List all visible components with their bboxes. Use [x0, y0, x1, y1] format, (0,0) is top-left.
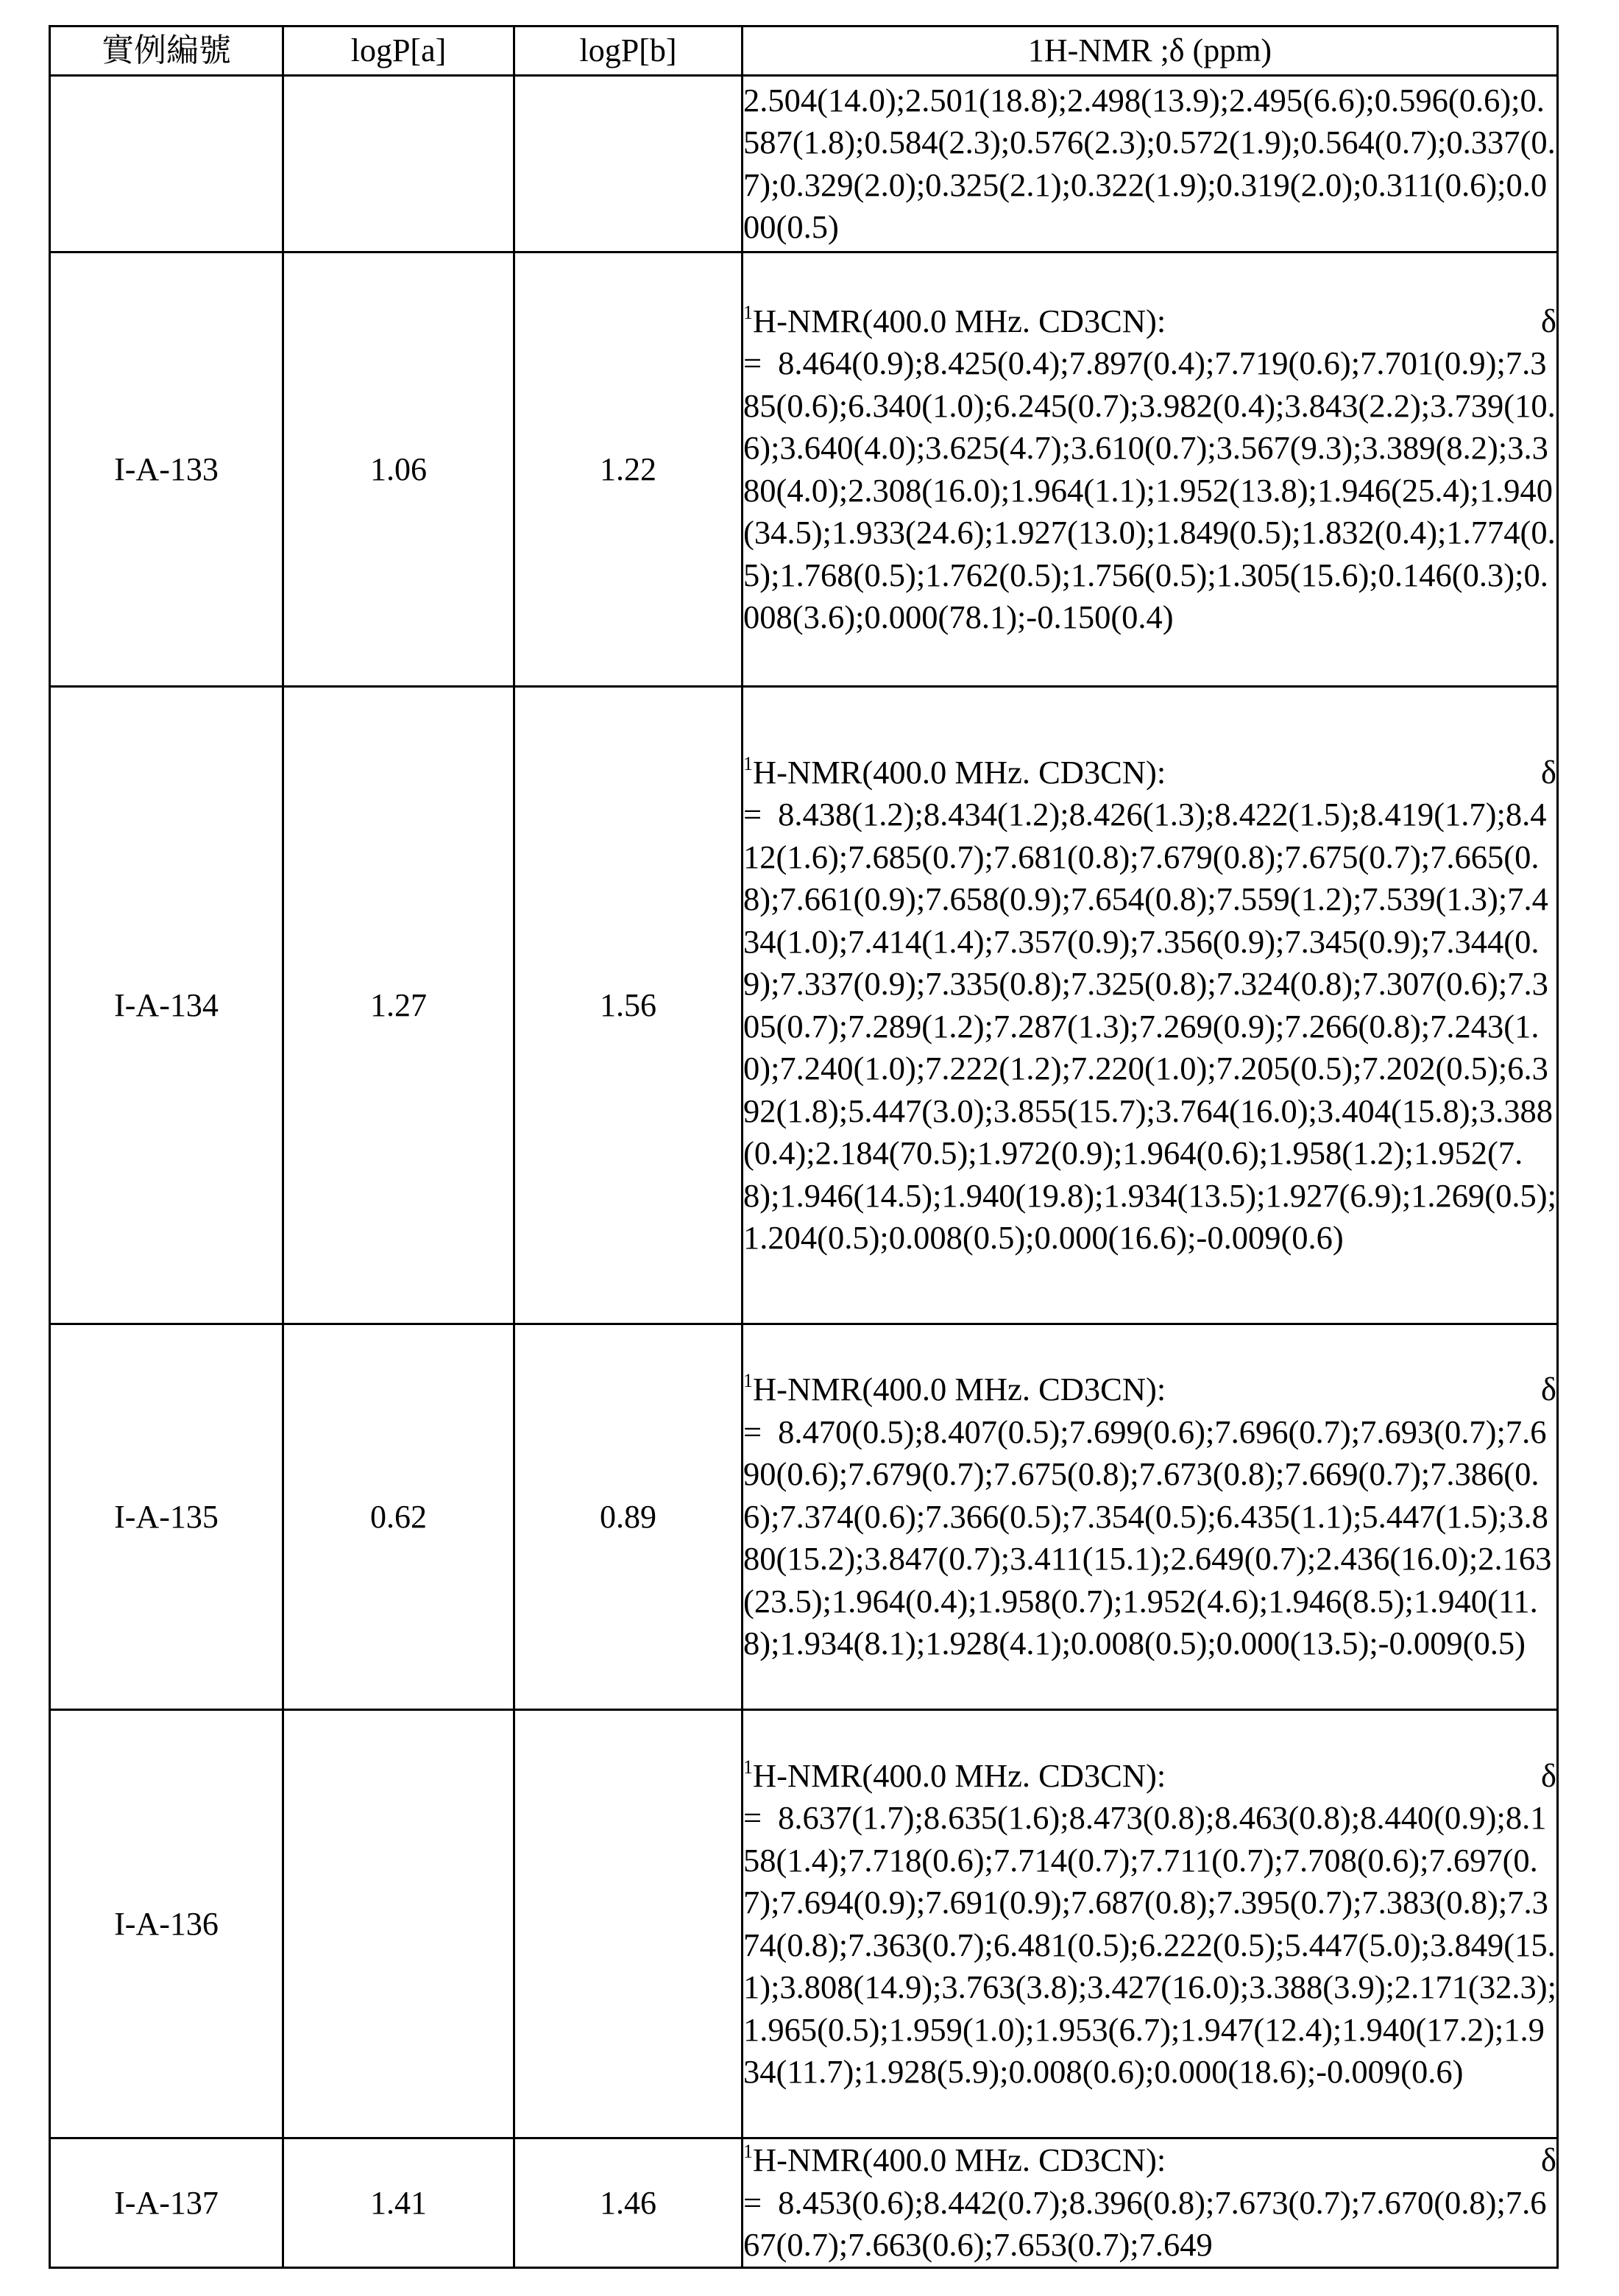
table-row: [50, 2138, 1558, 2268]
example-no-cell: I-A-137: [50, 2138, 283, 2268]
table-row: [50, 1710, 1558, 2138]
header-example-no: 實例編號: [50, 27, 283, 76]
nmr-header-line: [743, 300, 1556, 343]
delta-symbol: δ: [1541, 1756, 1556, 1794]
logp-a-cell: 1.27: [283, 687, 514, 1324]
table-row: [50, 1324, 1558, 1710]
table-row-continuation: [50, 76, 1558, 252]
equals-sign: =: [743, 796, 762, 833]
nmr-cell: [743, 2138, 1558, 2268]
superscript-one: 1: [743, 2141, 753, 2163]
equals-sign: =: [743, 2183, 762, 2221]
superscript-one: 1: [743, 1756, 753, 1778]
nmr-method-label: H-NMR(400.0 MHz. CD3CN):: [753, 302, 1166, 339]
example-no-cell: I-A-136: [50, 1710, 283, 2138]
superscript-one: 1: [743, 301, 753, 323]
logp-a-cell: 1.41: [283, 2138, 514, 2268]
equals-sign: =: [743, 1799, 762, 1836]
nmr-data-table: [49, 25, 1559, 2269]
logp-a-cell: [283, 76, 514, 252]
example-no-cell: I-A-133: [50, 252, 283, 687]
equals-sign: =: [743, 345, 762, 381]
delta-symbol: δ: [1541, 302, 1556, 339]
table-row: [50, 252, 1558, 687]
nmr-shifts: 8.464(0.9);8.425(0.4);7.897(0.4);7.719(0.6);7.701(0.9);7.385(0.6);6.340(1.0);6.245(0.7);3.982(0.4);3.843(2.2);3.739(10.6);3.640(4.0);3.625(4.7);3.610(0.7);3.567(9.3);3.389(8.2);3.380(4.0);2.308(16.0);1.964(1.1);1.952(13.8);1.946(25.4);1.940(34.5);1.933(24.6);1.927(13.0);1.849(0.5);1.832(0.4);1.774(0.5);1.768(0.5);1.762(0.5);1.756(0.5);1.305(15.6);0.146(0.3);0.008(3.6);0.000(78.1);-0.150(0.4): [743, 345, 1556, 635]
example-no-cell: I-A-134: [50, 687, 283, 1324]
nmr-shifts: 8.470(0.5);8.407(0.5);7.699(0.6);7.696(0.7);7.693(0.7);7.690(0.6);7.679(0.7);7.675(0.8);7.673(0.8);7.669(0.7);7.386(0.6);7.374(0.6);7.366(0.5);7.354(0.5);6.435(1.1);5.447(1.5);3.880(15.2);3.847(0.7);3.411(15.1);2.649(0.7);2.436(16.0);2.163(23.5);1.964(0.4);1.958(0.7);1.952(4.6);1.946(8.5);1.940(11.8);1.934(8.1);1.928(4.1);0.008(0.5);0.000(13.5);-0.009(0.5): [743, 1413, 1552, 1662]
nmr-header-line: [743, 2139, 1556, 2182]
delta-symbol: δ: [1541, 2141, 1556, 2179]
logp-b-cell: 1.56: [514, 687, 743, 1324]
logp-b-cell: 1.22: [514, 252, 743, 687]
header-logp-b: logP[b]: [514, 27, 743, 76]
nmr-header-line: [743, 1368, 1556, 1411]
logp-a-cell: [283, 1710, 514, 2138]
nmr-cell: [743, 1710, 1558, 2138]
logp-a-cell: 0.62: [283, 1324, 514, 1710]
superscript-one: 1: [743, 752, 753, 774]
logp-b-cell: 1.46: [514, 2138, 743, 2268]
nmr-shifts: 8.453(0.6);8.442(0.7);8.396(0.8);7.673(0.7);7.670(0.8);7.667(0.7);7.663(0.6);7.653(0.7);7.649: [743, 2183, 1547, 2264]
nmr-method-label: H-NMR(400.0 MHz. CD3CN):: [753, 753, 1166, 791]
nmr-method-label: H-NMR(400.0 MHz. CD3CN):: [753, 1371, 1166, 1408]
nmr-shifts: 8.637(1.7);8.635(1.6);8.473(0.8);8.463(0.8);8.440(0.9);8.158(1.4);7.718(0.6);7.714(0.7);7.711(0.7);7.708(0.6);7.697(0.7);7.694(0.9);7.691(0.9);7.687(0.8);7.395(0.7);7.383(0.8);7.374(0.8);7.363(0.7);6.481(0.5);6.222(0.5);5.447(5.0);3.849(15.1);3.808(14.9);3.763(3.8);3.427(16.0);3.388(3.9);2.171(32.3);1.965(0.5);1.959(1.0);1.953(6.7);1.947(12.4);1.940(17.2);1.934(11.7);1.928(5.9);0.008(0.6);0.000(18.6);-0.009(0.6): [743, 1799, 1556, 2090]
nmr-method-label: H-NMR(400.0 MHz. CD3CN):: [753, 1756, 1166, 1794]
nmr-shifts: 2.504(14.0);2.501(18.8);2.498(13.9);2.495(6.6);0.596(0.6);0.587(1.8);0.584(2.3);0.576(2.3);0.572(1.9);0.564(0.7);0.337(0.7);0.329(2.0);0.325(2.1);0.322(1.9);0.319(2.0);0.311(0.6);0.000(0.5): [743, 81, 1556, 245]
equals-sign: =: [743, 1413, 762, 1450]
table-row: [50, 687, 1558, 1324]
nmr-header-line: [743, 1755, 1556, 1798]
nmr-method-label: H-NMR(400.0 MHz. CD3CN):: [753, 2141, 1166, 2179]
logp-b-cell: [514, 76, 743, 252]
header-row: [50, 27, 1558, 76]
example-no-cell: I-A-135: [50, 1324, 283, 1710]
logp-b-cell: 0.89: [514, 1324, 743, 1710]
header-nmr: 1H-NMR ;δ (ppm): [743, 27, 1558, 76]
example-no-cell: [50, 76, 283, 252]
delta-symbol: δ: [1541, 753, 1556, 791]
logp-b-cell: [514, 1710, 743, 2138]
nmr-header-line: [743, 752, 1556, 794]
nmr-cell: [743, 687, 1558, 1324]
nmr-cell: [743, 1324, 1558, 1710]
nmr-cell: [743, 252, 1558, 687]
delta-symbol: δ: [1541, 1371, 1556, 1408]
nmr-cell: [743, 76, 1558, 252]
superscript-one: 1: [743, 1370, 753, 1392]
logp-a-cell: 1.06: [283, 252, 514, 687]
header-logp-a: logP[a]: [283, 27, 514, 76]
nmr-shifts: 8.438(1.2);8.434(1.2);8.426(1.3);8.422(1.5);8.419(1.7);8.412(1.6);7.685(0.7);7.681(0.8);7.679(0.8);7.675(0.7);7.665(0.8);7.661(0.9);7.658(0.9);7.654(0.8);7.559(1.2);7.539(1.3);7.434(1.0);7.414(1.4);7.357(0.9);7.356(0.9);7.345(0.9);7.344(0.9);7.337(0.9);7.335(0.8);7.325(0.8);7.324(0.8);7.307(0.6);7.305(0.7);7.289(1.2);7.287(1.3);7.269(0.9);7.266(0.8);7.243(1.0);7.240(1.0);7.222(1.2);7.220(1.0);7.205(0.5);7.202(0.5);6.392(1.8);5.447(3.0);3.855(15.7);3.764(16.0);3.404(15.8);3.388(0.4);2.184(70.5);1.972(0.9);1.964(0.6);1.958(1.2);1.952(7.8);1.946(14.5);1.940(19.8);1.934(13.5);1.927(6.9);1.269(0.5);1.204(0.5);0.008(0.5);0.000(16.6);-0.009(0.6): [743, 796, 1556, 1256]
